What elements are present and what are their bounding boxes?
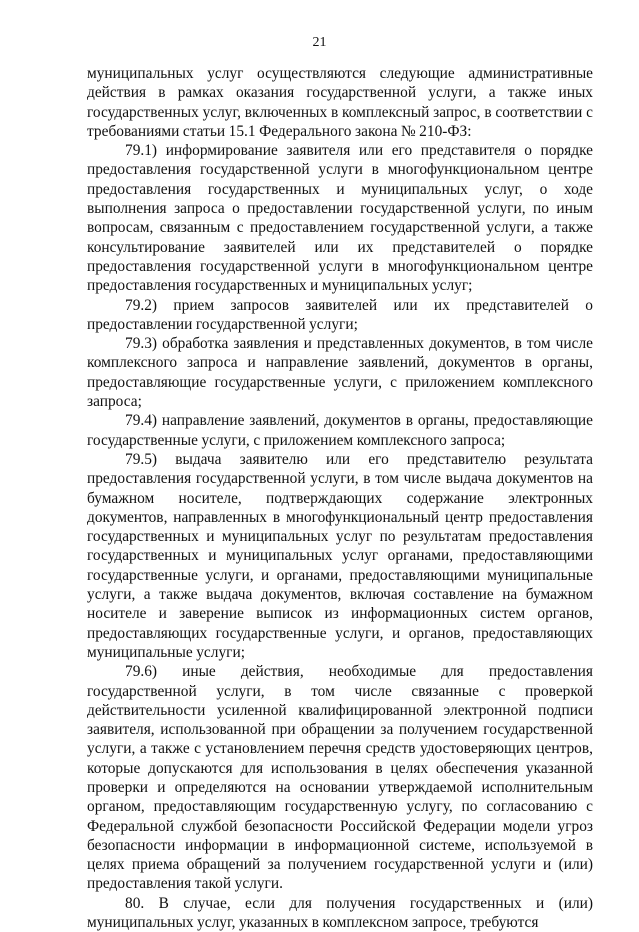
paragraph-79-2: 79.2) прием запросов заявителей или их представителей о предоставлении государственной услуги; [87, 296, 593, 333]
paragraph-79-5: 79.5) выдача заявителю или его представителю результата предоставления государственной услуги, в том числе выдача документов на бумажном носителе, подтверждающих содержание электронных документов, направленных в многофункциональный центр предоставления государственных и муниципальных услуг по результатам предоставления государственных и муниципальных услуг органами, предоставляющими государственные услуги, и органами, предоставляющими муниципальные услуги, а также выдача документов, включая составление на бумажном носителе и заверение выписок из информационных систем органов, предоставляющих государственные услуги, и органов, предоставляющих муниципальные услуги; [87, 450, 593, 661]
paragraph-79-4: 79.4) направление заявлений, документов в органы, предоставляющие государственные услуги, с приложением комплексного запроса; [87, 412, 593, 449]
paragraph-79-6: 79.6) иные действия, необходимые для предоставления государственной услуги, в том числе связанные с проверкой действительности усиленной квалифицированной электронной подписи заявителя, использованной при обращении за получением государственной услуги, а также с установлением перечня средств удостоверяющих центров, которые допускаются для использования в целях обеспечения указанной проверки и определяются на основании утверждаемой исполнительным органом, предоставляющим государственную услугу, по согласованию с Федеральной службой безопасности Российской Федерации модели угроз безопасности информации в информационной системе, используемой в целях приема обращений за получением государственной услуги и (или) предоставления такой услуги. [87, 663, 593, 893]
paragraph-79-1: 79.1) информирование заявителя или его представителя о порядке предоставления государственной услуги в многофункциональном центре предоставления государственных и муниципальных услуг, о ходе выполнения запроса о предоставлении государственной услуги, по иным вопросам, связанным с предоставлением государственной услуги, а также консультирование заявителей или их представителей о порядке предоставления государственной услуги в многофункциональном центре предоставления государственных и муниципальных услуг; [87, 142, 593, 295]
paragraph-intro-continuation: муниципальных услуг осуществляются следующие административные действия в рамках оказания государственной услуги, а также иных государственных услуг, включенных в комплексный запрос, в соответствии с требованиями статьи 15.1 Федерального закона № 210-ФЗ: [87, 65, 593, 140]
paragraph-80: 80. В случае, если для получения государственных и (или) муниципальных услуг, указанных в комплексном запросе, требуются [87, 894, 593, 932]
document-body [87, 64, 593, 932]
paragraph-79-3: 79.3) обработка заявления и представленных документов, в том числе комплексного запроса и направление заявлений, документов в органы, предоставляющие государственные услуги, с приложением комплексного запроса; [87, 335, 593, 411]
page-number: 21 [312, 35, 327, 50]
